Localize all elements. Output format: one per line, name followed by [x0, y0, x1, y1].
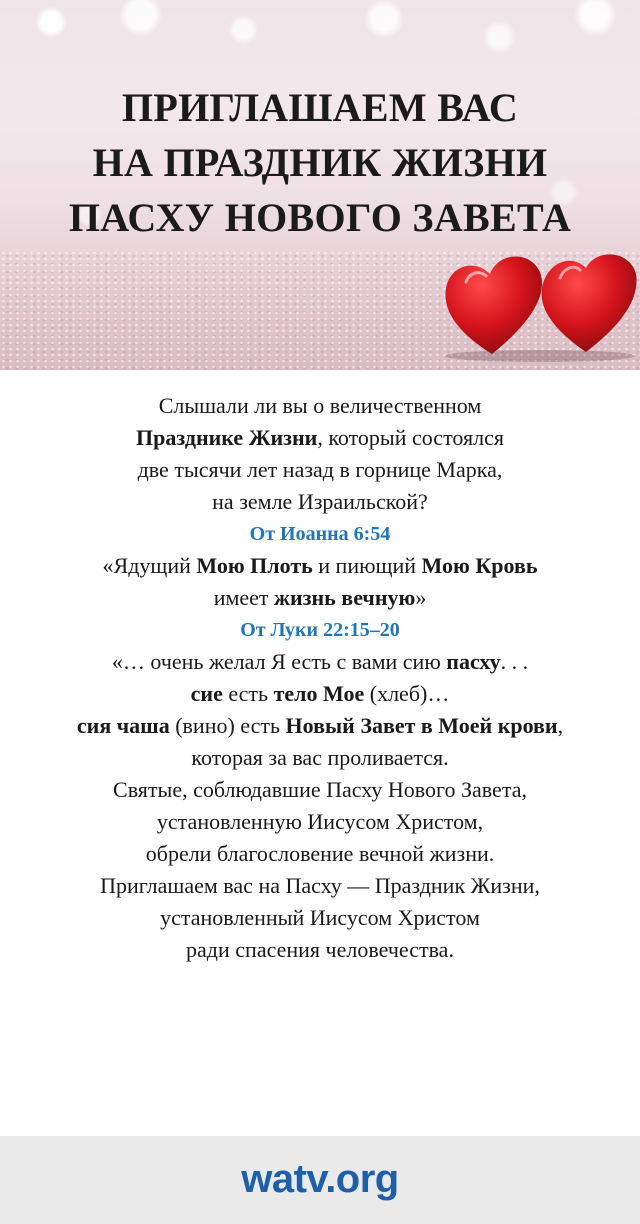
quote-text: ,	[557, 713, 564, 738]
invitation-paragraph	[0, 870, 640, 966]
website-link[interactable]: watv.org	[241, 1157, 399, 1201]
intro-paragraph	[0, 390, 640, 518]
quote-text: и пиющий	[312, 553, 422, 578]
scripture-reference-luke: От Луки 22:15–20	[240, 619, 400, 641]
intro-line: Слышали ли вы о величественном	[158, 393, 482, 418]
quote-text: (вино) есть	[169, 713, 286, 738]
luke-quote	[0, 646, 640, 774]
intro-text: , который состоялся	[317, 425, 504, 450]
footer-bar	[0, 1136, 640, 1224]
scripture-reference-john: От Иоанна 6:54	[249, 523, 391, 545]
paragraph-line: Приглашаем вас на Пасху — Праздник Жизни,	[100, 873, 540, 898]
paragraph-line: Святые, соблюдавшие Пасху Нового Завета,	[113, 777, 527, 802]
quote-emphasis: жизнь вечную	[274, 585, 416, 610]
hero-banner	[0, 0, 640, 370]
intro-line	[0, 422, 640, 454]
title-line-1: ПРИГЛАШАЕМ ВАС	[121, 85, 519, 130]
quote-text: . . .	[500, 649, 529, 674]
quote-emphasis: Мою Кровь	[421, 553, 538, 578]
quote-text: «… очень желал Я есть с вами сию	[111, 649, 447, 674]
quote-line	[0, 678, 640, 710]
quote-emphasis: пасху	[446, 649, 501, 674]
quote-emphasis: сие	[190, 681, 223, 706]
quote-line: которая за вас проливается.	[191, 745, 449, 770]
paragraph-line: установленную Иисусом Христом,	[156, 809, 484, 834]
page-title	[0, 80, 640, 245]
quote-text: «Ядущий	[102, 553, 197, 578]
quote-line	[0, 646, 640, 678]
quote-line	[0, 582, 640, 614]
intro-emphasis: Празднике Жизни	[136, 425, 318, 450]
john-quote	[0, 550, 640, 614]
saints-paragraph	[0, 774, 640, 870]
quote-text: (хлеб)…	[364, 681, 450, 706]
quote-text: »	[415, 585, 427, 610]
paragraph-line: обрели благословение вечной жизни.	[145, 841, 495, 866]
quote-emphasis: Новый Завет в Моей крови	[285, 713, 558, 738]
quote-text: имеет	[213, 585, 275, 610]
main-content	[0, 390, 640, 966]
quote-emphasis: тело Мое	[273, 681, 365, 706]
quote-text: есть	[222, 681, 274, 706]
paragraph-line: ради спасения человечества.	[186, 937, 454, 962]
title-line-3: ПАСХУ НОВОГО ЗАВЕТА	[68, 195, 572, 240]
quote-emphasis: сия чаша	[76, 713, 170, 738]
intro-line: на земле Израильской?	[212, 489, 428, 514]
two-red-hearts-icon	[440, 238, 640, 363]
intro-line: две тысячи лет назад в горнице Марка,	[137, 457, 503, 482]
title-line-2: НА ПРАЗДНИК ЖИЗНИ	[92, 140, 548, 185]
quote-line	[0, 550, 640, 582]
quote-line	[0, 710, 640, 742]
paragraph-line: установленный Иисусом Христом	[160, 905, 480, 930]
quote-emphasis: Мою Плоть	[196, 553, 313, 578]
